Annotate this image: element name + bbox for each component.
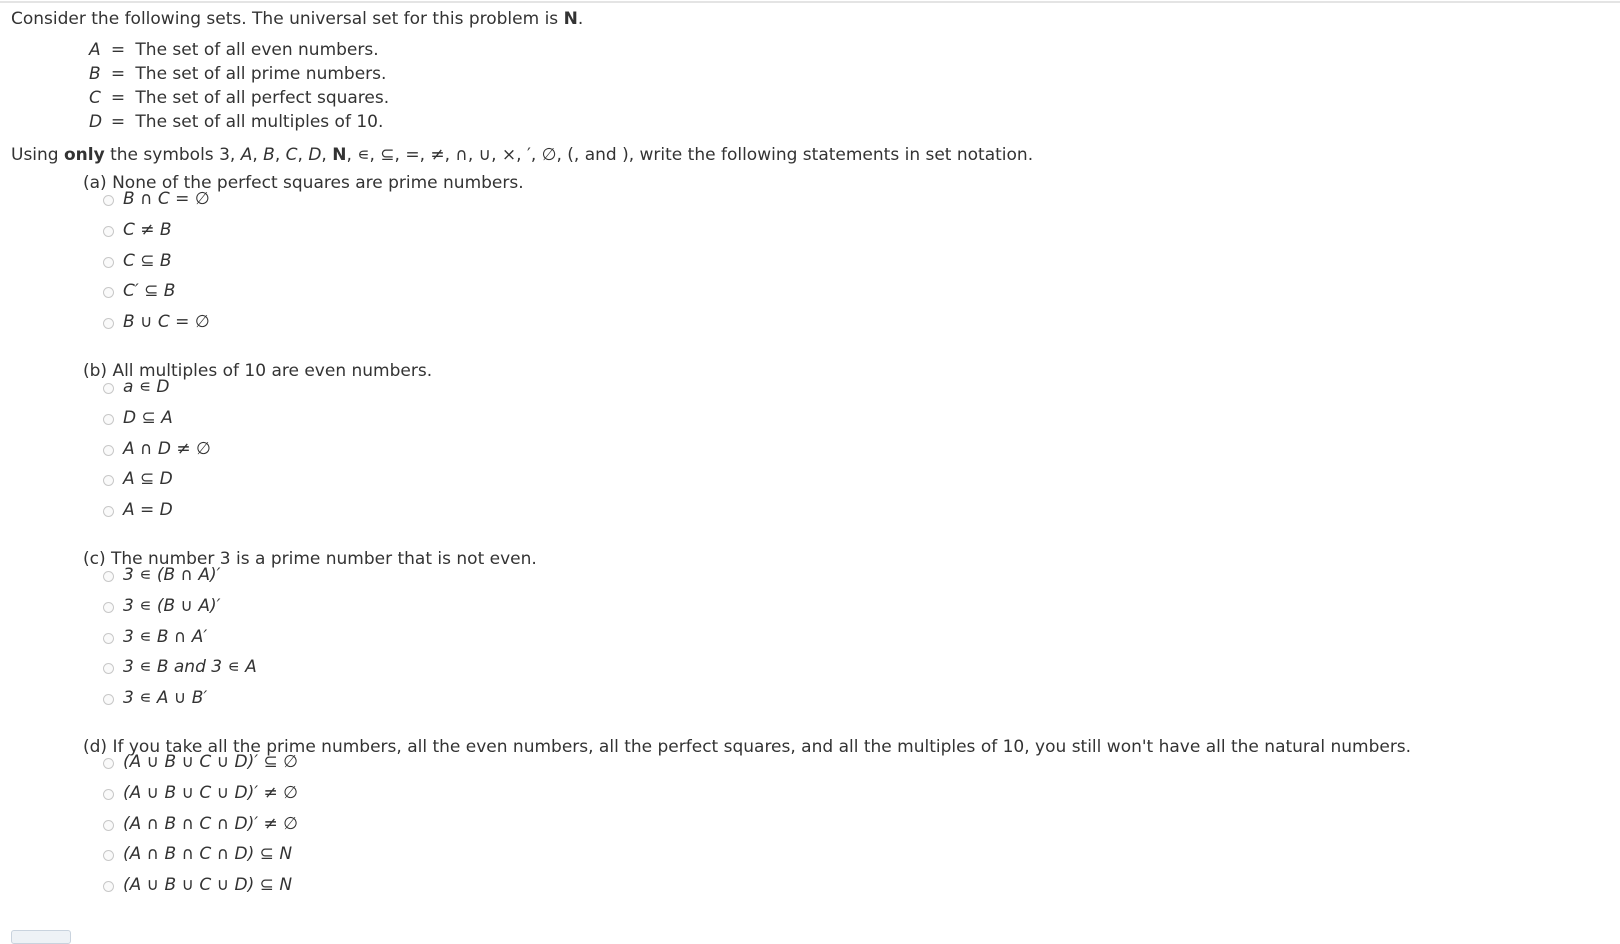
option-label: 3 ∊ A ∪ B′ [123,688,208,709]
option[interactable] [103,844,298,875]
definition-desc: The set of all prime numbers. [135,64,387,84]
radio-button[interactable] [103,820,114,831]
intro-before: Consider the following sets. The universal set for this problem is [11,9,564,29]
option[interactable] [103,875,298,906]
set-definitions [89,40,389,136]
instr-sep: , [321,145,333,165]
definition-eq: = [110,88,126,108]
definition-desc: The set of all perfect squares. [135,88,390,108]
top-divider [0,1,1620,3]
definition-d [89,112,389,136]
instr-sep: , [297,145,309,165]
radio-button[interactable] [103,571,114,582]
definition-var: D [89,112,103,132]
radio-button[interactable] [103,475,114,486]
option[interactable] [103,220,210,251]
instr-set-d: D [308,145,322,165]
option[interactable] [103,251,210,282]
radio-button[interactable] [103,226,114,237]
instr-sep: , [252,145,264,165]
option-label: (A ∩ B ∩ C ∩ D)′ ≠ ∅ [123,813,298,834]
radio-button[interactable] [103,383,114,394]
intro-text [11,9,583,29]
instr-sep: , [274,145,286,165]
definition-var: B [89,64,101,84]
instr-symbols: the symbols 3, [104,145,241,165]
option[interactable] [103,596,257,627]
intro-after: . [577,9,584,29]
definition-b [89,64,389,88]
radio-button[interactable] [103,506,114,517]
option-label: A = D [123,500,173,521]
definition-eq: = [110,112,126,132]
option-label: A ∩ D ≠ ∅ [123,438,211,459]
option[interactable] [103,408,211,439]
option[interactable] [103,189,210,220]
instr-bold: only [64,145,105,165]
question-a-options [103,189,210,343]
question-b-label: (b) All multiples of 10 are even numbers. [83,361,433,381]
radio-button[interactable] [103,850,114,861]
option-label: a ∊ D [123,377,170,397]
instructions-text [11,145,1033,165]
definition-a [89,40,389,64]
option-label: 3 ∊ B and 3 ∊ A [123,657,257,678]
instr-natural-numbers: N [332,145,347,165]
question-c-options [103,565,257,719]
option-label: C′ ⊆ B [123,281,176,302]
option[interactable] [103,439,211,470]
radio-button[interactable] [103,758,114,769]
option[interactable] [103,377,211,408]
universal-set-symbol: N [563,9,578,29]
option-label: 3 ∊ (B ∪ A)′ [123,595,221,616]
option-label: (A ∪ B ∪ C ∪ D)′ ≠ ∅ [123,782,298,803]
radio-button[interactable] [103,633,114,644]
radio-button[interactable] [103,287,114,298]
radio-button[interactable] [103,257,114,268]
definition-desc: The set of all multiples of 10. [135,112,384,132]
question-c-label: (c) The number 3 is a prime number that is not even. [83,549,537,569]
definition-eq: = [110,40,126,60]
option-label: B ∩ C = ∅ [123,189,210,209]
option-label: B ∪ C = ∅ [123,312,210,333]
radio-button[interactable] [103,694,114,705]
radio-button[interactable] [103,602,114,613]
option-label: A ⊆ D [123,469,173,490]
option-label: (A ∪ B ∪ C ∪ D) ⊆ N [123,875,293,896]
option[interactable] [103,783,298,814]
option[interactable] [103,469,211,500]
option-label: C ⊆ B [123,250,172,271]
question-d-label: (d) If you take all the prime numbers, all the even numbers, all the perfect squares, and all the multiples of 10, you still won't have all the natural numbers. [83,737,1412,757]
instr-set-a: A [240,145,253,165]
instr-rest: , ∊, ⊆, =, ≠, ∩, ∪, ×, ′, ∅, (, and ), write the following statements in set notation. [346,145,1034,165]
option[interactable] [103,281,210,312]
radio-button[interactable] [103,663,114,674]
option[interactable] [103,312,210,343]
option[interactable] [103,688,257,719]
radio-button[interactable] [103,789,114,800]
radio-button[interactable] [103,318,114,329]
option-label: D ⊆ A [123,407,173,428]
radio-button[interactable] [103,881,114,892]
option[interactable] [103,657,257,688]
option[interactable] [103,565,257,596]
option[interactable] [103,500,211,531]
definition-desc: The set of all even numbers. [135,40,379,60]
definition-var: A [89,40,101,60]
instr-before: Using [11,145,64,165]
option-label: 3 ∊ (B ∩ A)′ [123,565,221,585]
definition-eq: = [110,64,126,84]
option-label: C ≠ B [123,219,172,240]
question-b-options [103,377,211,531]
option-label: (A ∪ B ∪ C ∪ D)′ ⊆ ∅ [123,752,298,772]
question-a-label: (a) None of the perfect squares are prime numbers. [83,173,524,193]
option-label: (A ∩ B ∩ C ∩ D) ⊆ N [123,844,293,865]
radio-button[interactable] [103,195,114,206]
submit-button-edge[interactable] [11,930,71,944]
instr-set-b: B [263,145,275,165]
radio-button[interactable] [103,414,114,425]
radio-button[interactable] [103,445,114,456]
option[interactable] [103,814,298,845]
option-label: 3 ∊ B ∩ A′ [123,626,208,647]
definition-var: C [89,88,101,108]
option[interactable] [103,752,298,783]
question-d-options [103,752,298,906]
instr-set-c: C [285,145,298,165]
option[interactable] [103,627,257,658]
definition-c [89,88,389,112]
